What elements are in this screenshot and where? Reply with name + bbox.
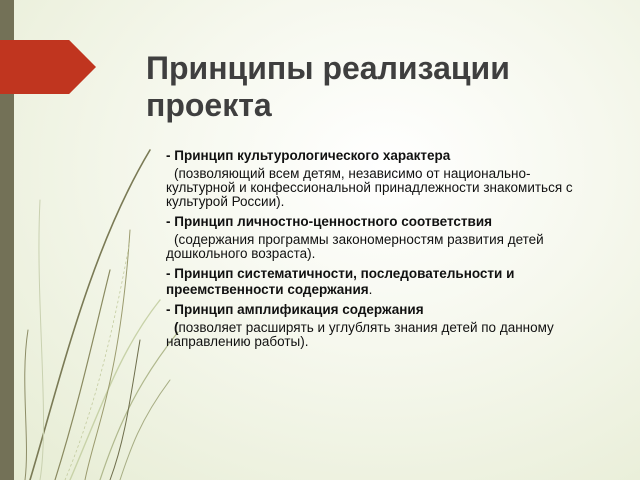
principle-description: (содержания программы закономерностям развития детей дошкольного возраста). [166, 232, 544, 261]
principle-heading: - Принцип культурологического характера [166, 148, 451, 163]
principle-heading-text: - Принцип систематичности, последовательности и преемственности содержания [166, 266, 515, 297]
principle-heading-suffix: . [368, 282, 373, 297]
principle-item [166, 214, 592, 261]
principle-item [166, 266, 592, 298]
principle-heading [166, 266, 592, 298]
principle-description-lead: ( [174, 320, 179, 335]
principle-item [166, 302, 592, 349]
principle-description: (позволяющий всем детям, независимо от национально-культурной и конфессиональной принадлежности знакомиться с культурой России). [166, 166, 573, 209]
principle-item [166, 148, 592, 209]
principle-heading: - Принцип амплификация содержания [166, 302, 424, 317]
principle-description [166, 321, 592, 349]
slide-title: Принципы реализации проекта [146, 50, 510, 123]
principles-list [166, 148, 592, 354]
principle-description-text: позволяет расширять и углублять знания детей по данному направлению работы). [166, 320, 554, 349]
principle-heading: - Принцип личностно-ценностного соответствия [166, 214, 493, 229]
title-arrow-shape [0, 40, 96, 94]
